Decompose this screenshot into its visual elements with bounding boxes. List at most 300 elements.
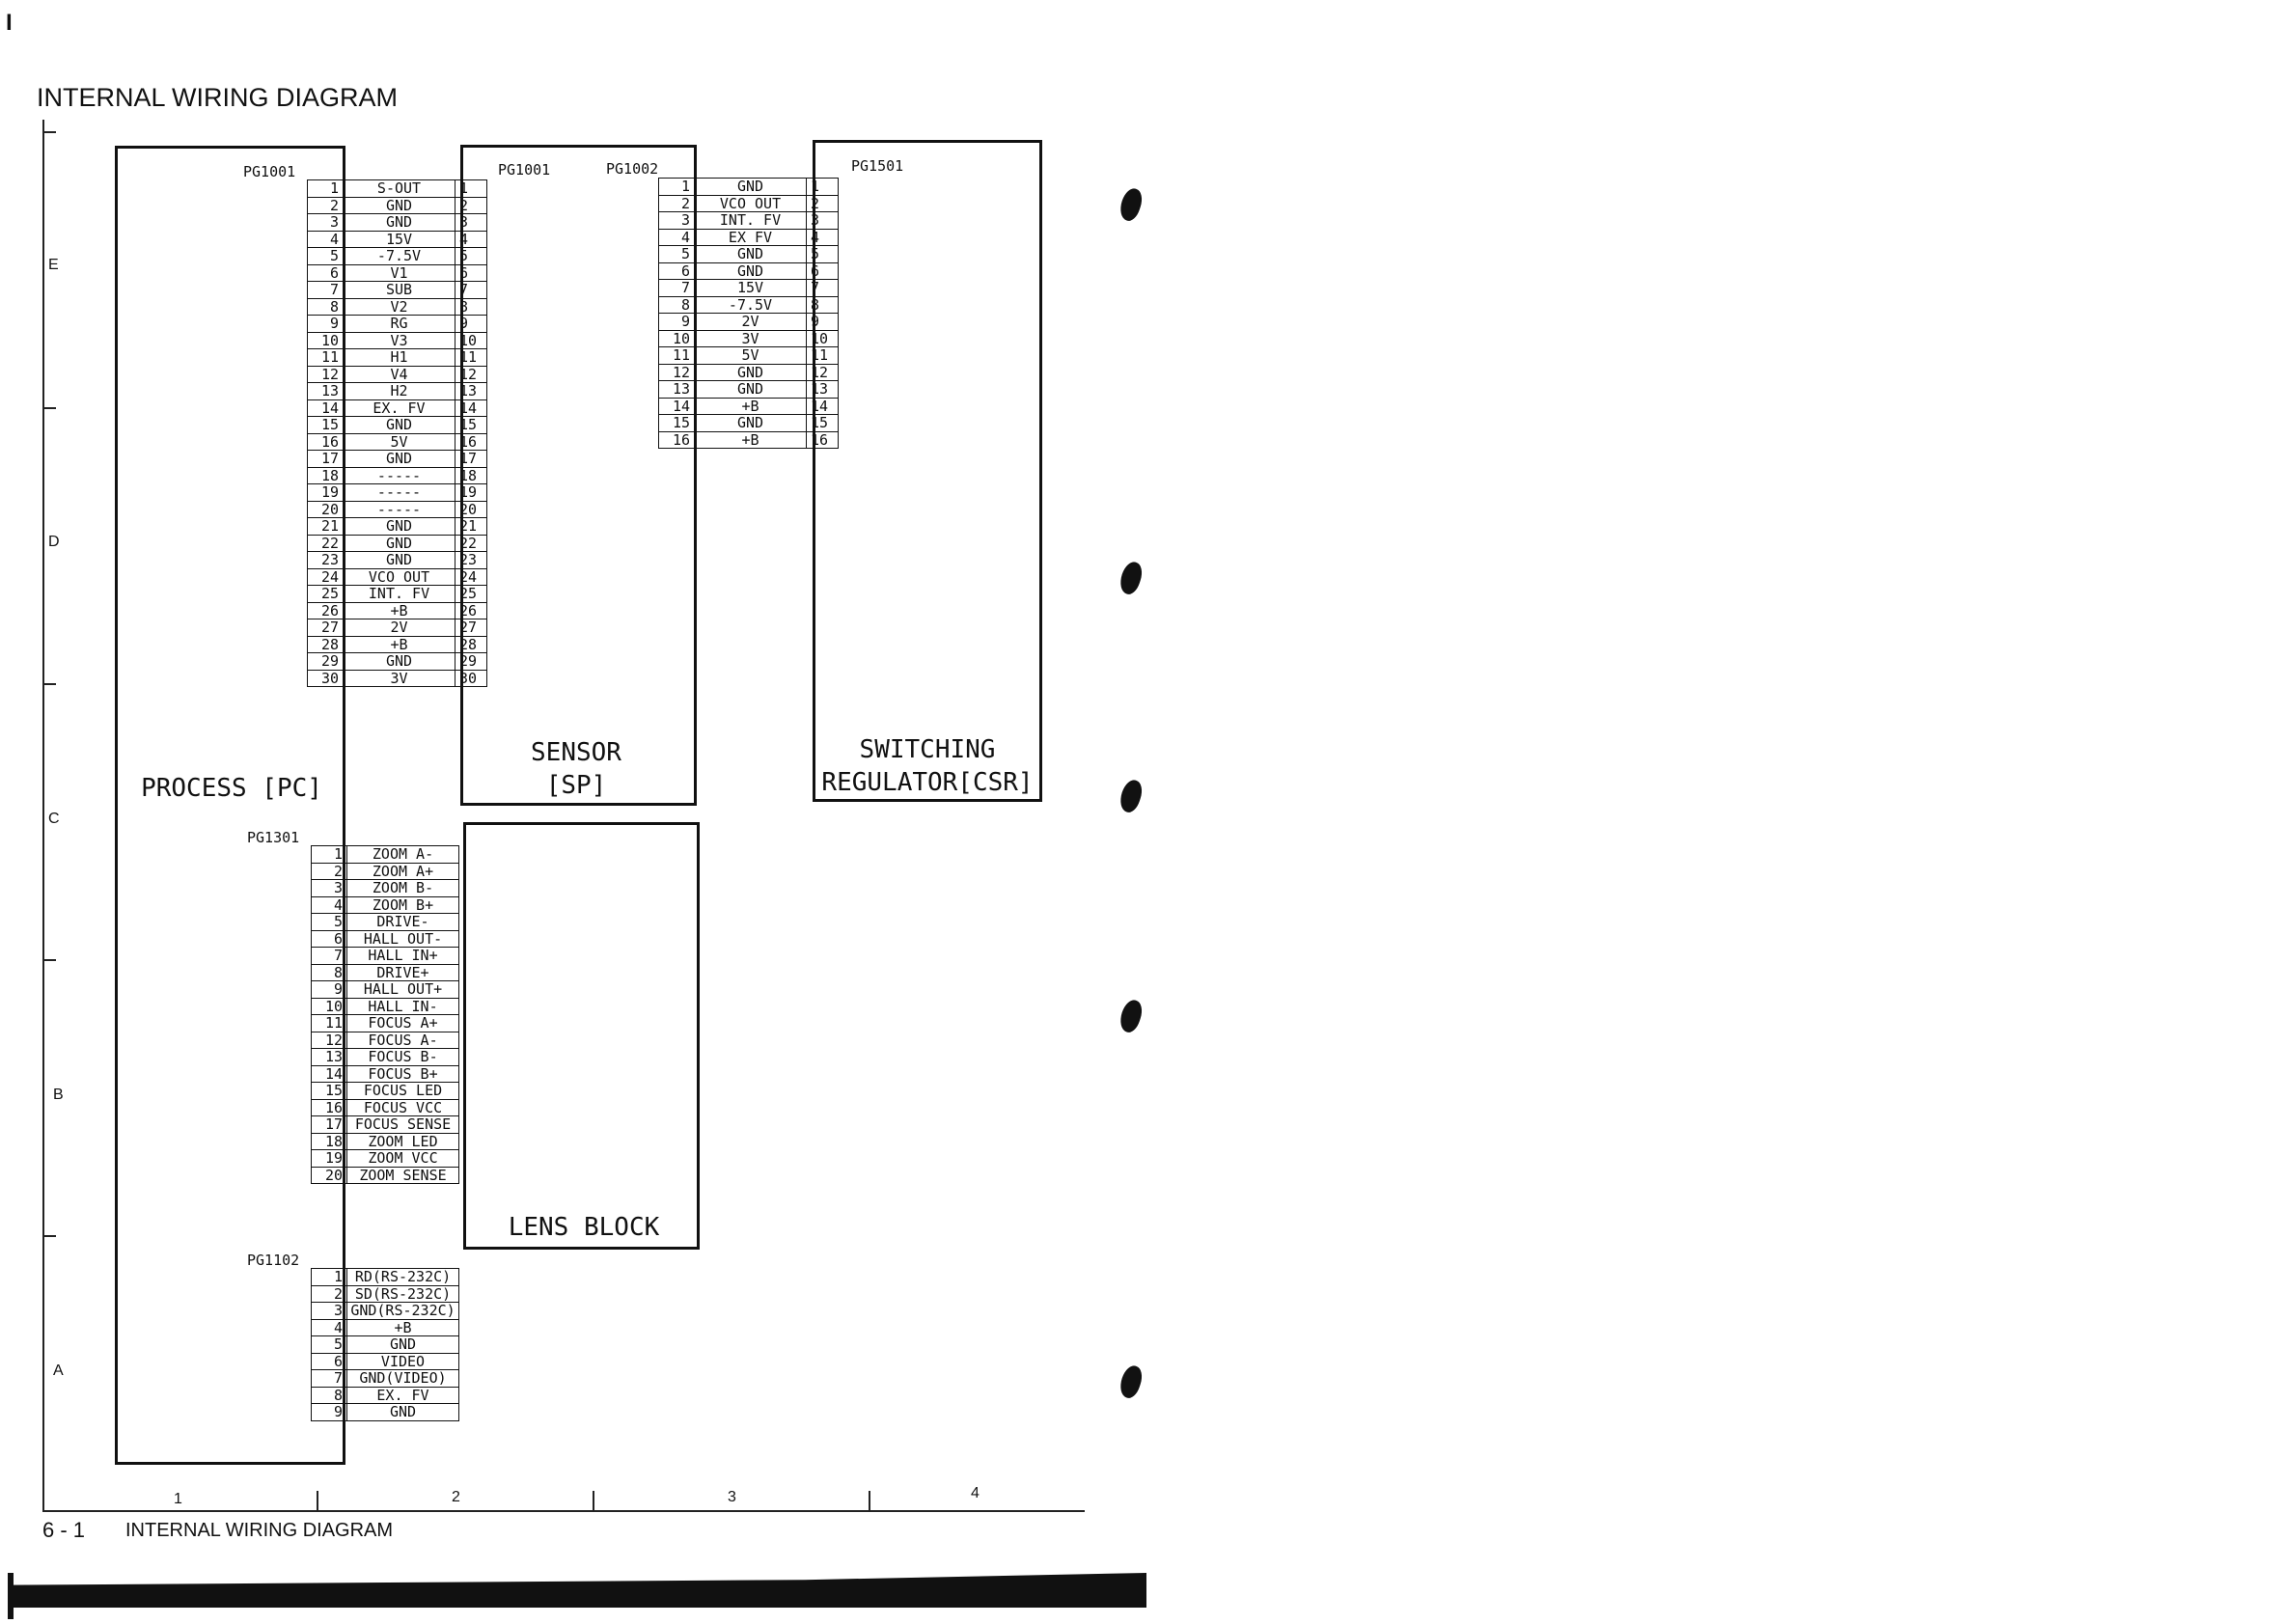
connector-row bbox=[312, 1099, 459, 1116]
connector-name-sp-pg1002: PG1002 bbox=[606, 160, 659, 178]
connector-row bbox=[308, 417, 487, 434]
zone-col-label: 1 bbox=[174, 1491, 182, 1507]
pin-number: 15 bbox=[455, 417, 487, 434]
pin-number: 7 bbox=[807, 280, 839, 297]
pin-number: 3 bbox=[308, 214, 344, 232]
pin-number: 7 bbox=[455, 282, 487, 299]
connector-row bbox=[312, 1303, 459, 1320]
signal-name: ----- bbox=[344, 484, 455, 502]
pin-number: 16 bbox=[455, 433, 487, 451]
process-block-label: PROCESS [PC] bbox=[141, 774, 322, 803]
signal-name: HALL OUT+ bbox=[347, 981, 459, 999]
pin-number: 3 bbox=[312, 880, 347, 897]
signal-name: INT. FV bbox=[344, 586, 455, 603]
pin-number: 7 bbox=[659, 280, 695, 297]
pin-number: 4 bbox=[312, 896, 347, 914]
pin-number: 8 bbox=[312, 964, 347, 981]
lens-block-label: LENS BLOCK bbox=[508, 1213, 660, 1242]
signal-name: GND bbox=[344, 417, 455, 434]
pin-number: 16 bbox=[308, 433, 344, 451]
connector-row bbox=[659, 296, 839, 314]
connector-row bbox=[659, 262, 839, 280]
signal-name: GND bbox=[695, 364, 807, 381]
signal-name: +B bbox=[695, 431, 807, 449]
zone-row-label: B bbox=[53, 1087, 64, 1103]
connector-row bbox=[312, 1150, 459, 1168]
signal-name: -7.5V bbox=[695, 296, 807, 314]
connector-row bbox=[308, 264, 487, 282]
pin-number: 11 bbox=[659, 347, 695, 365]
signal-name: S-OUT bbox=[344, 180, 455, 198]
connector-row bbox=[308, 383, 487, 400]
signal-name: HALL IN- bbox=[347, 998, 459, 1015]
signal-name: ZOOM A- bbox=[347, 846, 459, 864]
connector-row bbox=[659, 280, 839, 297]
pin-number: 3 bbox=[312, 1303, 347, 1320]
pin-number: 30 bbox=[455, 670, 487, 687]
pin-number: 8 bbox=[308, 298, 344, 316]
connector-row bbox=[659, 229, 839, 246]
signal-name: FOCUS A+ bbox=[347, 1015, 459, 1032]
connector-row bbox=[312, 914, 459, 931]
pin-number: 1 bbox=[659, 179, 695, 196]
zone-col-label: 2 bbox=[452, 1489, 460, 1505]
connector-row bbox=[312, 981, 459, 999]
pin-number: 13 bbox=[308, 383, 344, 400]
pin-number: 18 bbox=[455, 467, 487, 484]
pin-number: 9 bbox=[312, 981, 347, 999]
connector-row bbox=[659, 314, 839, 331]
pin-number: 26 bbox=[308, 602, 344, 619]
connector-row bbox=[659, 195, 839, 212]
connector-row bbox=[659, 398, 839, 415]
signal-name: FOCUS LED bbox=[347, 1083, 459, 1100]
signal-name: ZOOM B+ bbox=[347, 896, 459, 914]
punch-hole-mark bbox=[1117, 1363, 1146, 1401]
pin-number: 9 bbox=[308, 316, 344, 333]
pin-number: 5 bbox=[312, 914, 347, 931]
signal-name: FOCUS A- bbox=[347, 1032, 459, 1049]
zone-tick bbox=[42, 407, 56, 409]
connector-row bbox=[312, 1336, 459, 1354]
pin-number: 8 bbox=[455, 298, 487, 316]
signal-name: RD(RS-232C) bbox=[347, 1269, 459, 1286]
connector-row bbox=[308, 518, 487, 536]
connector-row bbox=[308, 248, 487, 265]
left-frame-line bbox=[42, 120, 44, 1512]
pin-number: 1 bbox=[312, 1269, 347, 1286]
connector-name-sp-pg1001: PG1001 bbox=[498, 161, 551, 179]
connector-row bbox=[308, 535, 487, 552]
signal-name: GND bbox=[344, 197, 455, 214]
signal-name: 2V bbox=[695, 314, 807, 331]
connector-row bbox=[312, 964, 459, 981]
signal-name: DRIVE+ bbox=[347, 964, 459, 981]
pin-number: 4 bbox=[312, 1319, 347, 1336]
bottom-black-bar bbox=[8, 1573, 1146, 1608]
footer-page-number: 6 - 1 bbox=[42, 1518, 86, 1542]
pin-number: 11 bbox=[308, 349, 344, 367]
signal-name: GND(RS-232C) bbox=[347, 1303, 459, 1320]
signal-name: 3V bbox=[344, 670, 455, 687]
signal-name: +B bbox=[347, 1319, 459, 1336]
connector-row bbox=[312, 1370, 459, 1388]
signal-name: DRIVE- bbox=[347, 914, 459, 931]
zone-tick bbox=[42, 683, 56, 685]
connector-row bbox=[308, 602, 487, 619]
connector-row bbox=[312, 863, 459, 880]
signal-name: GND bbox=[344, 535, 455, 552]
connector-row bbox=[308, 298, 487, 316]
signal-name: RG bbox=[344, 316, 455, 333]
pin-number: 12 bbox=[308, 366, 344, 383]
zone-tick bbox=[593, 1491, 594, 1510]
connector-row bbox=[308, 214, 487, 232]
connector-row bbox=[312, 880, 459, 897]
pin-number: 12 bbox=[659, 364, 695, 381]
pin-number: 5 bbox=[455, 248, 487, 265]
connector-row bbox=[312, 1065, 459, 1083]
pin-number: 1 bbox=[807, 179, 839, 196]
signal-name: H2 bbox=[344, 383, 455, 400]
pin-number: 4 bbox=[659, 229, 695, 246]
signal-name: ZOOM A+ bbox=[347, 863, 459, 880]
signal-name: V3 bbox=[344, 332, 455, 349]
pin-number: 14 bbox=[659, 398, 695, 415]
connector-row bbox=[659, 179, 839, 196]
zone-row-label: A bbox=[53, 1363, 64, 1379]
connector-row bbox=[308, 316, 487, 333]
pin-number: 14 bbox=[807, 398, 839, 415]
connector-row bbox=[308, 467, 487, 484]
pin-number: 11 bbox=[455, 349, 487, 367]
pin-number: 6 bbox=[308, 264, 344, 282]
pin-number: 30 bbox=[308, 670, 344, 687]
connector-row bbox=[312, 930, 459, 948]
signal-name: GND bbox=[344, 518, 455, 536]
connector-row bbox=[308, 231, 487, 248]
connector-row bbox=[308, 332, 487, 349]
pin-number: 18 bbox=[308, 467, 344, 484]
pin-number: 2 bbox=[312, 1285, 347, 1303]
connector-row bbox=[659, 347, 839, 365]
signal-name: VCO OUT bbox=[695, 195, 807, 212]
signal-name: EX. FV bbox=[344, 399, 455, 417]
zone-tick bbox=[42, 131, 56, 133]
signal-name: +B bbox=[344, 602, 455, 619]
pin-number: 2 bbox=[308, 197, 344, 214]
signal-name: 15V bbox=[695, 280, 807, 297]
connector-row bbox=[312, 1353, 459, 1370]
pin-number: 22 bbox=[308, 535, 344, 552]
pin-number: 8 bbox=[659, 296, 695, 314]
signal-name: +B bbox=[695, 398, 807, 415]
sensor-block-label: SENSOR [SP] bbox=[531, 738, 621, 800]
pin-number: 3 bbox=[659, 212, 695, 230]
pin-number: 5 bbox=[312, 1336, 347, 1354]
pin-number: 11 bbox=[312, 1015, 347, 1032]
zone-row-label: D bbox=[48, 534, 60, 550]
zone-tick bbox=[869, 1491, 870, 1510]
pin-number: 16 bbox=[807, 431, 839, 449]
pin-number: 29 bbox=[455, 653, 487, 671]
pin-number: 1 bbox=[455, 180, 487, 198]
signal-name: 15V bbox=[344, 231, 455, 248]
connector-row bbox=[312, 1404, 459, 1421]
pin-number: 29 bbox=[308, 653, 344, 671]
punch-hole-mark bbox=[1117, 998, 1146, 1035]
connector-row bbox=[308, 653, 487, 671]
pin-number: 5 bbox=[659, 246, 695, 263]
connector-row bbox=[312, 846, 459, 864]
signal-name: 5V bbox=[695, 347, 807, 365]
connector-row bbox=[659, 431, 839, 449]
pin-number: 14 bbox=[312, 1065, 347, 1083]
zone-tick bbox=[42, 1235, 56, 1237]
pin-number: 3 bbox=[807, 212, 839, 230]
zone-tick bbox=[317, 1491, 318, 1510]
pin-number: 27 bbox=[308, 619, 344, 637]
signal-name: -7.5V bbox=[344, 248, 455, 265]
pin-number: 3 bbox=[455, 214, 487, 232]
pin-number: 17 bbox=[455, 451, 487, 468]
corner-mark: I bbox=[6, 10, 13, 36]
pin-number: 20 bbox=[312, 1167, 347, 1184]
pin-number: 9 bbox=[659, 314, 695, 331]
zone-tick bbox=[42, 959, 56, 961]
pin-number: 26 bbox=[455, 602, 487, 619]
signal-name: GND bbox=[695, 415, 807, 432]
pin-number: 10 bbox=[312, 998, 347, 1015]
pin-number: 7 bbox=[308, 282, 344, 299]
connector-row bbox=[308, 197, 487, 214]
pin-number: 13 bbox=[807, 381, 839, 399]
footer-title: INTERNAL WIRING DIAGRAM bbox=[125, 1520, 394, 1541]
pin-number: 21 bbox=[308, 518, 344, 536]
pin-number: 16 bbox=[312, 1099, 347, 1116]
signal-name: 2V bbox=[344, 619, 455, 637]
pin-number: 23 bbox=[455, 552, 487, 569]
pin-number: 2 bbox=[455, 197, 487, 214]
pin-number: 12 bbox=[455, 366, 487, 383]
pin-number: 13 bbox=[312, 1049, 347, 1066]
pin-number: 22 bbox=[455, 535, 487, 552]
pin-number: 13 bbox=[455, 383, 487, 400]
connector-row bbox=[308, 636, 487, 653]
pin-number: 9 bbox=[807, 314, 839, 331]
pin-number: 10 bbox=[659, 330, 695, 347]
pin-number: 6 bbox=[312, 930, 347, 948]
signal-name: +B bbox=[344, 636, 455, 653]
connector-row bbox=[312, 1116, 459, 1134]
page-title: INTERNAL WIRING DIAGRAM bbox=[37, 83, 399, 112]
pin-number: 20 bbox=[308, 501, 344, 518]
connector-row bbox=[312, 1083, 459, 1100]
pin-number: 10 bbox=[807, 330, 839, 347]
pin-number: 21 bbox=[455, 518, 487, 536]
connector-row bbox=[308, 484, 487, 502]
pin-number: 6 bbox=[312, 1353, 347, 1370]
pin-number: 6 bbox=[659, 262, 695, 280]
punch-hole-mark bbox=[1117, 186, 1146, 224]
signal-name: FOCUS VCC bbox=[347, 1099, 459, 1116]
pin-number: 24 bbox=[455, 568, 487, 586]
pin-number: 23 bbox=[308, 552, 344, 569]
pin-number: 14 bbox=[308, 399, 344, 417]
pin-number: 11 bbox=[807, 347, 839, 365]
pin-number: 15 bbox=[308, 417, 344, 434]
pin-number: 27 bbox=[455, 619, 487, 637]
connector-row bbox=[659, 381, 839, 399]
signal-name: V1 bbox=[344, 264, 455, 282]
pin-number: 19 bbox=[308, 484, 344, 502]
connector-row bbox=[312, 1167, 459, 1184]
connector-row bbox=[659, 330, 839, 347]
lens-block bbox=[463, 822, 700, 1250]
connector-row bbox=[312, 1269, 459, 1286]
connector-row bbox=[308, 433, 487, 451]
connector-row bbox=[308, 670, 487, 687]
signal-name: ZOOM B- bbox=[347, 880, 459, 897]
pin-number: 10 bbox=[308, 332, 344, 349]
signal-name: 5V bbox=[344, 433, 455, 451]
signal-name: GND bbox=[695, 246, 807, 263]
signal-name: ZOOM VCC bbox=[347, 1150, 459, 1168]
pin-number: 6 bbox=[807, 262, 839, 280]
signal-name: GND bbox=[695, 179, 807, 196]
pin-number: 13 bbox=[659, 381, 695, 399]
signal-name: V2 bbox=[344, 298, 455, 316]
signal-name: VIDEO bbox=[347, 1353, 459, 1370]
connector-row bbox=[308, 501, 487, 518]
pin-number: 2 bbox=[312, 863, 347, 880]
bottom-frame-line bbox=[42, 1510, 1085, 1512]
signal-name: SD(RS-232C) bbox=[347, 1285, 459, 1303]
connector-row bbox=[308, 451, 487, 468]
signal-name: GND bbox=[695, 381, 807, 399]
connector-row bbox=[312, 1285, 459, 1303]
connector-name-pc-pg1001: PG1001 bbox=[243, 163, 296, 180]
signal-name: GND bbox=[344, 214, 455, 232]
signal-name: ZOOM LED bbox=[347, 1133, 459, 1150]
connector-row bbox=[312, 1319, 459, 1336]
pin-number: 8 bbox=[312, 1387, 347, 1404]
signal-name: VCO OUT bbox=[344, 568, 455, 586]
pin-number: 15 bbox=[659, 415, 695, 432]
punch-hole-mark bbox=[1117, 560, 1146, 597]
connector-row bbox=[312, 1049, 459, 1066]
signal-name: GND(VIDEO) bbox=[347, 1370, 459, 1388]
pin-number: 28 bbox=[308, 636, 344, 653]
zone-row-label: E bbox=[48, 257, 59, 273]
zone-row-label: C bbox=[48, 811, 60, 827]
signal-name: V4 bbox=[344, 366, 455, 383]
signal-name: GND bbox=[344, 552, 455, 569]
pin-number: 15 bbox=[807, 415, 839, 432]
connector-name-csr-pg1501: PG1501 bbox=[851, 157, 904, 175]
pin-number: 19 bbox=[312, 1150, 347, 1168]
connector-row bbox=[308, 282, 487, 299]
bottom-bar-corner bbox=[8, 1573, 14, 1619]
pin-number: 4 bbox=[455, 231, 487, 248]
signal-name: SUB bbox=[344, 282, 455, 299]
connector-table-pg1301 bbox=[311, 845, 459, 1184]
signal-name: GND bbox=[344, 653, 455, 671]
punch-hole-mark bbox=[1117, 778, 1146, 815]
signal-name: FOCUS SENSE bbox=[347, 1116, 459, 1134]
connector-row bbox=[659, 212, 839, 230]
switching-regulator-block bbox=[813, 140, 1042, 802]
zone-col-label: 4 bbox=[971, 1485, 980, 1501]
connector-row bbox=[312, 998, 459, 1015]
signal-name: FOCUS B+ bbox=[347, 1065, 459, 1083]
pin-number: 1 bbox=[312, 846, 347, 864]
connector-name-pc-pg1301: PG1301 bbox=[247, 829, 300, 846]
pin-number: 1 bbox=[308, 180, 344, 198]
switching-regulator-block-label: SWITCHING REGULATOR[CSR] bbox=[821, 735, 1034, 797]
connector-row bbox=[308, 568, 487, 586]
pin-number: 25 bbox=[455, 586, 487, 603]
connector-table-pg1001 bbox=[307, 179, 487, 687]
signal-name: GND bbox=[695, 262, 807, 280]
connector-row bbox=[308, 349, 487, 367]
pin-number: 25 bbox=[308, 586, 344, 603]
pin-number: 2 bbox=[659, 195, 695, 212]
connector-row bbox=[312, 1032, 459, 1049]
signal-name: HALL IN+ bbox=[347, 948, 459, 965]
pin-number: 9 bbox=[455, 316, 487, 333]
connector-row bbox=[308, 586, 487, 603]
signal-name: EX. FV bbox=[347, 1387, 459, 1404]
connector-row bbox=[659, 415, 839, 432]
pin-number: 4 bbox=[308, 231, 344, 248]
pin-number: 2 bbox=[807, 195, 839, 212]
pin-number: 28 bbox=[455, 636, 487, 653]
connector-row bbox=[308, 619, 487, 637]
pin-number: 18 bbox=[312, 1133, 347, 1150]
signal-name: FOCUS B- bbox=[347, 1049, 459, 1066]
connector-row bbox=[308, 399, 487, 417]
signal-name: HALL OUT- bbox=[347, 930, 459, 948]
connector-name-pc-pg1102: PG1102 bbox=[247, 1252, 300, 1269]
signal-name: ----- bbox=[344, 501, 455, 518]
signal-name: INT. FV bbox=[695, 212, 807, 230]
connector-table-pg1102 bbox=[311, 1268, 459, 1421]
signal-name: GND bbox=[347, 1336, 459, 1354]
signal-name: 3V bbox=[695, 330, 807, 347]
connector-row bbox=[312, 1387, 459, 1404]
pin-number: 7 bbox=[312, 948, 347, 965]
pin-number: 14 bbox=[455, 399, 487, 417]
connector-row bbox=[308, 366, 487, 383]
pin-number: 19 bbox=[455, 484, 487, 502]
signal-name: ----- bbox=[344, 467, 455, 484]
signal-name: GND bbox=[347, 1404, 459, 1421]
pin-number: 7 bbox=[312, 1370, 347, 1388]
signal-name: ZOOM SENSE bbox=[347, 1167, 459, 1184]
connector-row bbox=[659, 364, 839, 381]
connector-row bbox=[312, 1133, 459, 1150]
pin-number: 17 bbox=[308, 451, 344, 468]
connector-row bbox=[308, 552, 487, 569]
pin-number: 5 bbox=[807, 246, 839, 263]
pin-number: 15 bbox=[312, 1083, 347, 1100]
pin-number: 16 bbox=[659, 431, 695, 449]
pin-number: 8 bbox=[807, 296, 839, 314]
connector-row bbox=[312, 1015, 459, 1032]
pin-number: 17 bbox=[312, 1116, 347, 1134]
connector-row bbox=[308, 180, 487, 198]
